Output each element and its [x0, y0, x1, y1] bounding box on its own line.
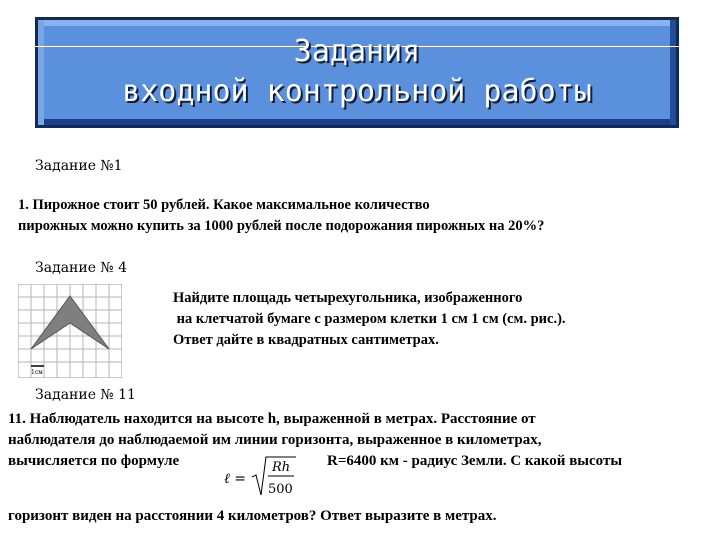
- distance-formula: [218, 451, 298, 501]
- banner-bevel-bottom: [38, 119, 676, 125]
- scale-label: 1см: [31, 369, 43, 376]
- task11-line-3a: вычисляется по формуле: [8, 453, 180, 469]
- task11-label: Задание № 11: [35, 387, 136, 403]
- task4-line-1: Найдите площадь четырехугольника, изображенного: [173, 290, 523, 306]
- formula-numerator: Rh: [272, 460, 291, 475]
- page-title: [38, 32, 676, 112]
- task11-line-1: 11. Наблюдатель находится на высоте h, выраженной в метрах. Расстояние от: [8, 411, 536, 427]
- banner-bevel-top: [38, 20, 676, 26]
- task4-label: Задание № 4: [35, 260, 128, 276]
- task11-line-3b: R=6400 км - радиус Земли. С какой высоты: [327, 453, 623, 469]
- task1-label: Задание №1: [35, 158, 123, 174]
- task4-line-3: Ответ дайте в квадратных сантиметрах.: [173, 332, 439, 348]
- grid-figure: [18, 284, 122, 378]
- formula-denominator: 500: [268, 482, 293, 497]
- task4-text: [173, 288, 693, 351]
- formula-lhs: ℓ =: [224, 471, 247, 487]
- task4-line-2: на клетчатой бумаге с размером клетки 1 см 1 см (см. рис.).: [173, 311, 566, 327]
- task11-line-4: горизонт виден на расстоянии 4 километров? Ответ выразите в метрах.: [8, 508, 497, 524]
- title-line-2: входной контрольной работы: [122, 74, 592, 109]
- task11-line-2: наблюдателя до наблюдаемой им линии горизонта, выраженное в километрах,: [8, 432, 542, 448]
- task11-text: [8, 409, 713, 472]
- title-line-1: Задания: [293, 34, 421, 69]
- title-banner: [35, 17, 679, 128]
- task1-line-2: пирожных можно купить за 1000 рублей после подорожания пирожных на 20%?: [18, 218, 545, 234]
- task1-line-1: 1. Пирожное стоит 50 рублей. Какое максимальное количество: [18, 197, 430, 213]
- task1-text: [18, 195, 708, 237]
